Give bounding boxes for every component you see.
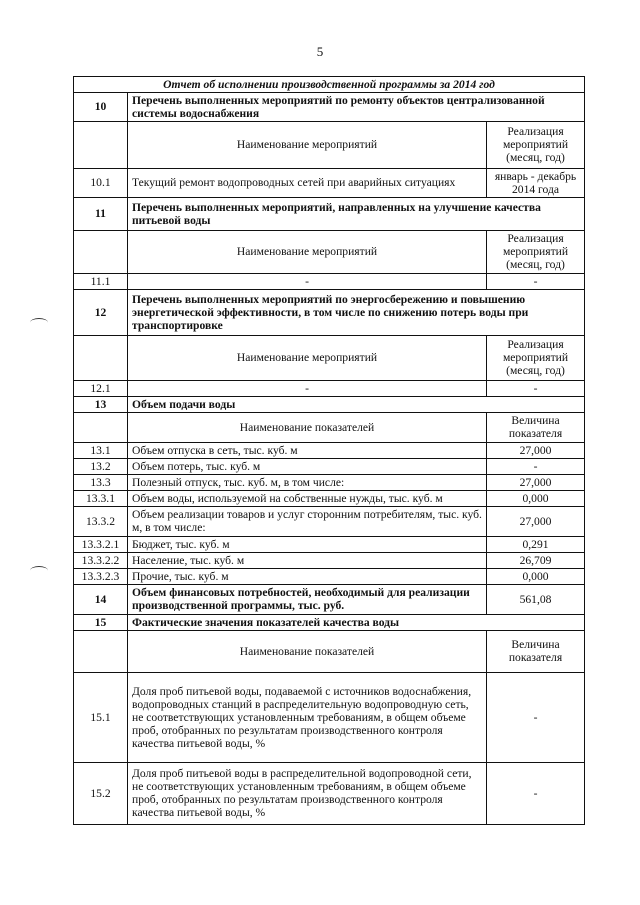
row-number: 13.3.1 xyxy=(74,490,128,506)
row-name: Полезный отпуск, тыс. куб. м, в том числе: xyxy=(128,474,487,490)
indicator-value-header: Величина показателя xyxy=(487,630,585,672)
row-value: - xyxy=(487,273,585,289)
table-row xyxy=(74,672,585,762)
row-name: Текущий ремонт водопроводных сетей при аварийных ситуациях xyxy=(128,168,487,197)
section-number: 11 xyxy=(74,197,128,230)
section-number: 10 xyxy=(74,92,128,121)
section-number: 14 xyxy=(74,584,128,614)
row-value: - xyxy=(487,380,585,396)
indicator-name-header: Наименование показателей xyxy=(128,630,487,672)
row-number: 13.1 xyxy=(74,442,128,458)
empty-cell xyxy=(74,630,128,672)
section-title: Фактические значения показателей качества воды xyxy=(128,614,585,630)
punch-hole-mark xyxy=(30,318,48,327)
table-row xyxy=(74,552,585,568)
row-value: - xyxy=(487,458,585,474)
production-program-report-table xyxy=(73,76,585,825)
row-value: - xyxy=(487,672,585,762)
row-value: 561,08 xyxy=(487,584,585,614)
row-name: - xyxy=(128,380,487,396)
row-number: 13.3.2.2 xyxy=(74,552,128,568)
row-value: - xyxy=(487,762,585,824)
row-name: Доля проб питьевой воды, подаваемой с источников водоснабжения, водопроводных станций в распределительную водопроводную сеть, не соответствующих установленным требованиям, в общем объеме проб, отобранных по результатам производственного контроля качества питьевой воды, % xyxy=(128,672,487,762)
column-header-row xyxy=(74,412,585,442)
table-row xyxy=(74,273,585,289)
row-name: Доля проб питьевой воды в распределительной водопроводной сети, не соответствующих установленным требованиям, в общем объеме проб, отобранных по результатам производственного контроля качества питьевой воды, % xyxy=(128,762,487,824)
table-row xyxy=(74,536,585,552)
row-value: 0,291 xyxy=(487,536,585,552)
row-number: 11.1 xyxy=(74,273,128,289)
section-11-row xyxy=(74,197,585,230)
section-title: Перечень выполненных мероприятий по ремонту объектов централизованной системы водоснабжения xyxy=(128,92,585,121)
table-row xyxy=(74,168,585,197)
row-number: 13.2 xyxy=(74,458,128,474)
row-number: 13.3 xyxy=(74,474,128,490)
page-number: 5 xyxy=(316,44,324,59)
row-name: Объем потерь, тыс. куб. м xyxy=(128,458,487,474)
column-header-row xyxy=(74,335,585,380)
section-12-row xyxy=(74,289,585,335)
row-number: 15.2 xyxy=(74,762,128,824)
row-number: 13.3.2.1 xyxy=(74,536,128,552)
report-title: Отчет об исполнении производственной программы за 2014 год xyxy=(74,77,585,93)
row-name: Бюджет, тыс. куб. м xyxy=(128,536,487,552)
row-value: январь - декабрь 2014 года xyxy=(487,168,585,197)
events-name-header: Наименование мероприятий xyxy=(128,121,487,168)
report-title-row xyxy=(74,77,585,93)
row-number: 12.1 xyxy=(74,380,128,396)
section-title: Объем подачи воды xyxy=(128,396,585,412)
section-title: Перечень выполненных мероприятий по энергосбережению и повышению энергетической эффективности, в том числе по снижению потерь воды при транспортировке xyxy=(128,289,585,335)
events-realization-header: Реализация мероприятий (месяц, год) xyxy=(487,121,585,168)
punch-hole-mark xyxy=(30,566,48,575)
row-value: 26,709 xyxy=(487,552,585,568)
row-number: 13.3.2 xyxy=(74,506,128,536)
table-row xyxy=(74,442,585,458)
empty-cell xyxy=(74,121,128,168)
row-value: 0,000 xyxy=(487,490,585,506)
row-name: Объем воды, используемой на собственные нужды, тыс. куб. м xyxy=(128,490,487,506)
row-value: 27,000 xyxy=(487,506,585,536)
table-row xyxy=(74,380,585,396)
table-row xyxy=(74,490,585,506)
row-name: Объем реализации товаров и услуг сторонним потребителям, тыс. куб. м, в том числе: xyxy=(128,506,487,536)
table-row xyxy=(74,568,585,584)
section-10-row xyxy=(74,92,585,121)
indicator-value-header: Величина показателя xyxy=(487,412,585,442)
row-number: 10.1 xyxy=(74,168,128,197)
row-number: 13.3.2.3 xyxy=(74,568,128,584)
events-name-header: Наименование мероприятий xyxy=(128,335,487,380)
section-14-row xyxy=(74,584,585,614)
section-title: Объем финансовых потребностей, необходимый для реализации производственной программы, тыс. руб. xyxy=(128,584,487,614)
empty-cell xyxy=(74,335,128,380)
row-name: - xyxy=(128,273,487,289)
events-realization-header: Реализация мероприятий (месяц, год) xyxy=(487,335,585,380)
column-header-row xyxy=(74,121,585,168)
section-number: 15 xyxy=(74,614,128,630)
events-name-header: Наименование мероприятий xyxy=(128,230,487,273)
indicator-name-header: Наименование показателей xyxy=(128,412,487,442)
row-value: 27,000 xyxy=(487,474,585,490)
row-value: 0,000 xyxy=(487,568,585,584)
row-name: Прочие, тыс. куб. м xyxy=(128,568,487,584)
row-name: Население, тыс. куб. м xyxy=(128,552,487,568)
events-realization-header: Реализация мероприятий (месяц, год) xyxy=(487,230,585,273)
row-number: 15.1 xyxy=(74,672,128,762)
column-header-row xyxy=(74,230,585,273)
section-15-row xyxy=(74,614,585,630)
row-value: 27,000 xyxy=(487,442,585,458)
empty-cell xyxy=(74,412,128,442)
row-name: Объем отпуска в сеть, тыс. куб. м xyxy=(128,442,487,458)
table-row xyxy=(74,458,585,474)
column-header-row xyxy=(74,630,585,672)
section-number: 13 xyxy=(74,396,128,412)
table-row xyxy=(74,474,585,490)
table-row xyxy=(74,506,585,536)
section-number: 12 xyxy=(74,289,128,335)
section-title: Перечень выполненных мероприятий, направленных на улучшение качества питьевой воды xyxy=(128,197,585,230)
empty-cell xyxy=(74,230,128,273)
table-row xyxy=(74,762,585,824)
section-13-row xyxy=(74,396,585,412)
